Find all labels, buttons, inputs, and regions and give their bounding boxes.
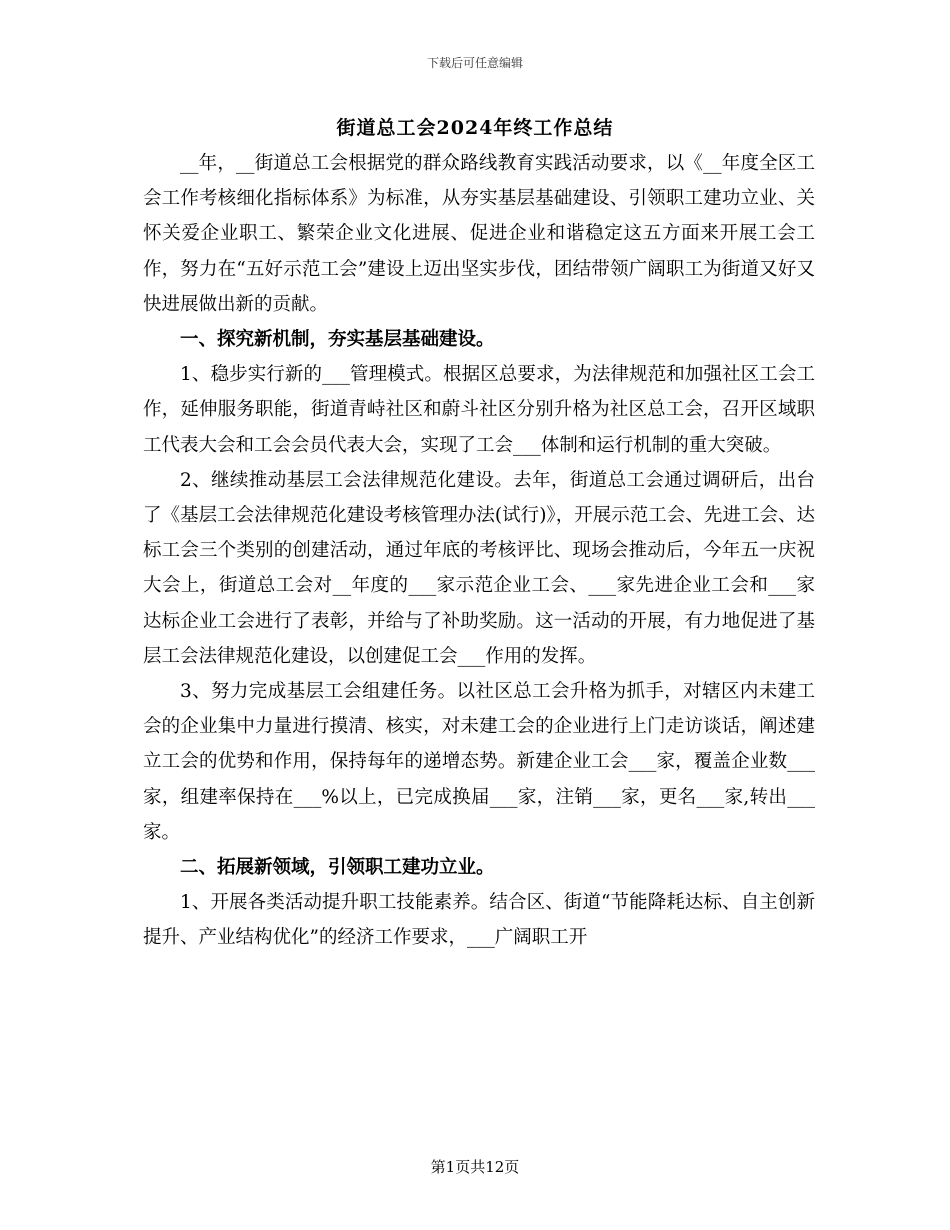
paragraph-1-2: 2、继续推动基层工会法律规范化建设。去年，街道总工会通过调研后，出台了《基层工会法律规范化建设考核管理办法(试行)》，开展示范工会、先进工会、达标工会三个类别的创建活动，通过年底的考核评比、现场会推动后，今年五一庆祝大会上，街道总工会对__年度的___家示范企业工会、___家先进企业工会和___家达标企业工会进行了表彰，并给与了补助奖励。这一活动的开展，有力地促进了基层工会法律规范化建设，以创建促工会___作用的发挥。 [143,469,815,667]
paragraph-1-1: 1、稳步实行新的___管理模式。根据区总要求，为法律规范和加强社区工会工作，延伸服务职能，街道青峙社区和蔚斗社区分别升格为社区总工会，召开区域职工代表大会和工会会员代表大会，实现了工会___体制和运行机制的重大突破。 [143,364,815,456]
intro-paragraph: __年，__街道总工会根据党的群众路线教育实践活动要求，以《__年度全区工会工作考核细化指标体系》为标准，从夯实基层基础建设、引领职工建功立业、关怀关爱企业职工、繁荣企业文化进展、促进企业和谐稳定这五方面来开展工会工作，努力在“五好示范工会”建设上迈出坚实步伐，团结带领广阔职工为街道又好又快进展做出新的贡献。 [143,153,815,315]
document-body [143,146,815,956]
document-title: 街道总工会2024年终工作总结 [336,117,614,139]
paragraph-2-1: 1、开展各类活动提升职工技能素养。结合区、街道“节能降耗达标、自主创新提升、产业结构优化”的经济工作要求，___广阔职工开 [143,892,815,949]
section-heading-2: 二、拓展新领域，引领职工建功立业。 [180,857,495,879]
page-number-footer: 第1页共12页 [430,1158,520,1176]
section-heading-1: 一、探究新机制，夯实基层基础建设。 [180,329,495,351]
header-note: 下载后可任意编辑 [426,56,523,70]
paragraph-1-3: 3、努力完成基层工会组建任务。以社区总工会升格为抓手，对辖区内未建工会的企业集中力量进行摸清、核实，对未建工会的企业进行上门走访谈话，阐述建立工会的优势和作用，保持每年的递增态势。新建企业工会___家，覆盖企业数___家，组建率保持在___%以上，已完成换届___家，注销___家，更名___家,转出___家。 [143,681,815,843]
